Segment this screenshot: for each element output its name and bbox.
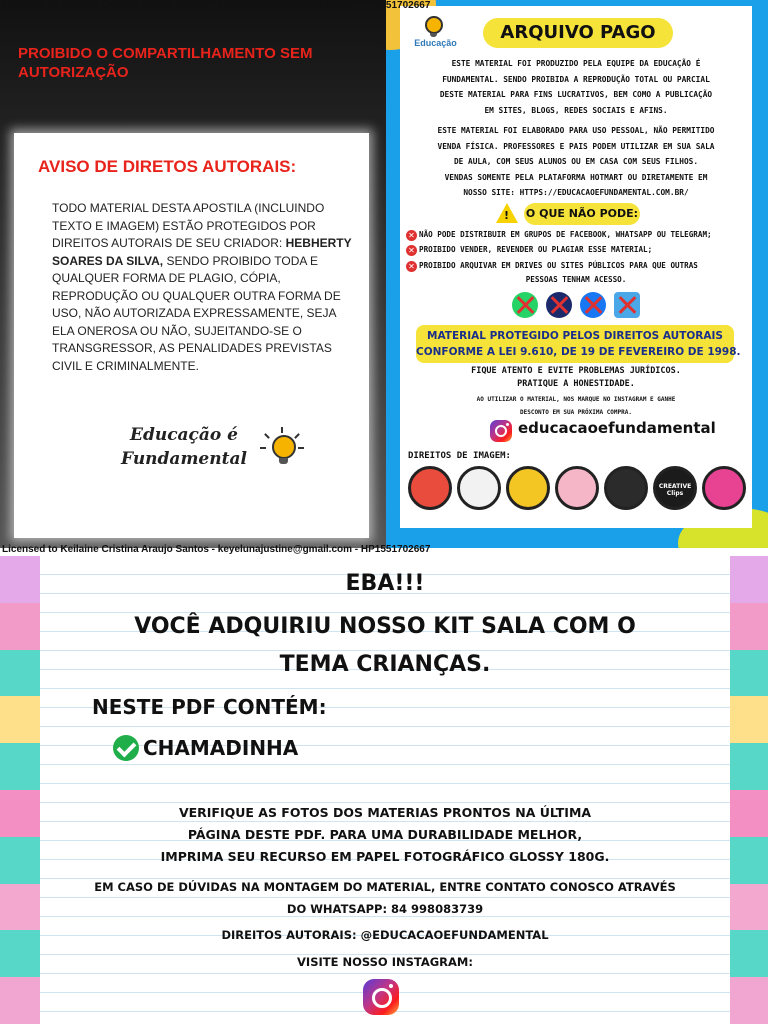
lightbulb-icon: [262, 429, 302, 469]
license-line-middle: Licensed to Keilaine Cristina Araujo Santos - keyelunajustine@gmail.com - HP1551702667: [2, 544, 431, 555]
cannot-item: [406, 259, 746, 273]
attentive-note: [400, 365, 752, 391]
discount-line: AO UTILIZAR O MATERIAL, NOS MARQUE NO INSTAGRAM E GANHE: [476, 396, 676, 403]
kit-intro-page: [0, 556, 768, 1024]
instagram-icon[interactable]: [363, 979, 399, 1015]
copyright-notice-title: AVISO DE DIRETOS AUTORAIS:: [38, 157, 297, 176]
protected-material-badge: [416, 325, 741, 363]
cannot-item: [406, 243, 746, 257]
acquired-kit-heading: [40, 608, 730, 684]
personal-use-paragraph: [400, 123, 752, 201]
website-link[interactable]: NOSSO SITE: HTTPS://EDUCACAOEFUNDAMENTAL.COM.BR/: [463, 188, 689, 197]
eba-heading: EBA!!!: [345, 571, 425, 596]
image-credit-badge: [702, 466, 746, 510]
instagram-handle[interactable]: educacaoefundamental: [518, 419, 716, 437]
paragraph-line: VENDAS SOMENTE PELA PLATAFORMA HOTMART OU DIRETAMENTE EM: [444, 172, 708, 182]
red-x-icon: ✕: [406, 230, 417, 241]
copyright-panel: [0, 0, 386, 548]
verify-note: [40, 802, 730, 868]
copyright-notice-card: [14, 133, 369, 538]
doubts-line: EM CASO DE DÚVIDAS NA MONTAGEM DO MATERIAL, ENTRE CONTATO CONOSCO ATRAVÉS: [94, 880, 676, 894]
image-credit-badge: [408, 466, 452, 510]
protected-line-2: CONFORME A LEI 9.610, DE 19 DE FEVEREIRO DE 1998.: [416, 346, 741, 358]
logo-line-1: Educação é: [129, 425, 238, 445]
doubts-note: [40, 876, 730, 920]
cannot-item-text: PROIBIDO ARQUIVAR EM DRIVES OU SITES PÚBLICOS PARA QUE OUTRAS: [419, 261, 698, 270]
paragraph-line: VENDA FÍSICA. PROFESSORES E PAIS PODEM UTILIZAR EM SUA SALA: [437, 141, 715, 151]
cannot-item: [406, 228, 746, 242]
educacao-logo-text: Educação: [414, 38, 457, 48]
paragraph-line: ESTE MATERIAL FOI ELABORADO PARA USO PESSOAL, NÃO PERMITIDO: [437, 126, 715, 135]
discount-note: [400, 393, 752, 419]
verify-line: PÁGINA DESTE PDF. PARA UMA DURABILIDADE MELHOR,: [187, 827, 583, 842]
exclamation-icon: !: [504, 209, 510, 222]
facebook-banned-icon: [580, 292, 606, 318]
image-credit-badge: [555, 466, 599, 510]
image-credit-label: CREATIVE Clips: [658, 483, 692, 497]
cannot-item-text: NÃO PODE DISTRIBUIR EM GRUPOS DE FACEBOOK, WHATSAPP OU TELEGRAM;: [419, 230, 712, 239]
paid-file-panel: [386, 0, 768, 548]
image-rights-label: DIREITOS DE IMAGEM:: [408, 451, 511, 461]
lightbulb-icon: [425, 16, 443, 34]
instagram-icon: [490, 420, 512, 442]
attentive-line: PRATIQUE A HONESTIDADE.: [517, 379, 635, 389]
content-item-label: CHAMADINHA: [143, 736, 299, 760]
red-x-icon: ✕: [406, 245, 417, 256]
image-credit-badge: [457, 466, 501, 510]
notice-author: HEBHERTY SOARES DA SILVA,: [52, 236, 352, 268]
image-credit-badge: [506, 466, 550, 510]
sharing-prohibited-warning: PROIBIDO O COMPARTILHAMENTO SEM AUTORIZAÇÃO: [18, 45, 313, 81]
paid-file-card: [400, 6, 752, 528]
image-credits-row: [408, 466, 748, 516]
logo-line-2: Fundamental: [121, 449, 247, 469]
paragraph-line: DESTE MATERIAL PARA FINS LUCRATIVOS, BEM COMO A PUBLICAÇÃO: [439, 90, 713, 99]
protected-line-1: MATERIAL PROTEGIDO PELOS DIREITOS AUTORAIS: [427, 330, 723, 342]
paragraph-line: ESTE MATERIAL FOI PRODUZIDO PELA EQUIPE DA EDUCAÇÃO É: [451, 59, 701, 68]
drive-banned-icon: [614, 292, 640, 318]
verify-line: IMPRIMA SEU RECURSO EM PAPEL FOTOGRÁFICO GLOSSY 180G.: [160, 849, 610, 864]
notice-text-2: SENDO PROIBIDO TODA E QUALQUER FORMA DE PLAGIO, CÓPIA, REPRODUÇÃO OU QUALQUER OUTRA FORMA DE USO, NÃO AUTORIZADA EXPRESSAMENTE, SEJA ELA ONEROSA OU NÃO, SUJEITANDO-SE O TRANSGRESSOR, AS PENALIDADES PREVISTAS CIVIL E CRIMINALMENTE.: [52, 253, 341, 373]
check-icon: [113, 735, 139, 761]
discount-line: DESCONTO EM SUA PRÓXIMA COMPRA.: [520, 409, 632, 416]
paragraph-line: EM SITES, BLOGS, REDES SOCIAIS E AFINS.: [484, 105, 668, 115]
cannot-title: O QUE NÃO PODE:: [524, 203, 640, 225]
copyright-notice-body: [52, 200, 352, 375]
production-paragraph: [400, 56, 752, 118]
copyright-handle: DIREITOS AUTORAIS: @EDUCACAOEFUNDAMENTAL: [221, 928, 549, 942]
image-credit-badge: [604, 466, 648, 510]
notice-text-1: TODO MATERIAL DESTA APOSTILA (INCLUINDO TEXTO E IMAGEM) ESTÃO PROTEGIDOS POR DIREITOS AUTORAIS DE SEU CRIADOR:: [52, 201, 325, 250]
whatsapp-banned-icon: [512, 292, 538, 318]
attentive-line: FIQUE ATENTO E EVITE PROBLEMAS JURÍDICOS.: [471, 366, 681, 376]
educacao-fundamental-logo: [114, 423, 254, 471]
cannot-item-continuation: PESSOAS TENHAM ACESSO.: [525, 275, 627, 284]
whatsapp-contact[interactable]: DO WHATSAPP: 84 998083739: [286, 902, 484, 916]
acquired-line-2: TEMA CRIANÇAS.: [279, 652, 491, 677]
verify-line: VERIFIQUE AS FOTOS DOS MATERIAS PRONTOS NA ÚLTIMA: [178, 805, 592, 820]
acquired-line-1: VOCÊ ADQUIRIU NOSSO KIT SALA COM O: [134, 614, 636, 639]
paid-file-badge: ARQUIVO PAGO: [483, 18, 673, 48]
paragraph-line: DE AULA, COM SEUS ALUNOS OU EM CASA COM SEUS FILHOS.: [453, 157, 699, 166]
red-x-icon: ✕: [406, 261, 417, 272]
visit-instagram-label: VISITE NOSSO INSTAGRAM:: [297, 955, 473, 969]
license-line-top: Licensed to Keilaine Cristina Araujo Santos - keyelunajustine@gmail.com - HP1551702667: [2, 0, 431, 11]
lined-sheet: [40, 556, 730, 1024]
person-banned-icon: [546, 292, 572, 318]
banned-icons-row: [512, 292, 652, 320]
image-credit-badge: [653, 466, 697, 510]
paragraph-line: FUNDAMENTAL. SENDO PROIBIDA A REPRODUÇÃO TOTAL OU PARCIAL: [442, 74, 710, 84]
cannot-heading: [496, 203, 676, 225]
cannot-item-text: PROIBIDO VENDER, REVENDER OU PLAGIAR ESSE MATERIAL;: [419, 245, 653, 254]
pdf-contents-heading: NESTE PDF CONTÉM:: [92, 695, 327, 719]
